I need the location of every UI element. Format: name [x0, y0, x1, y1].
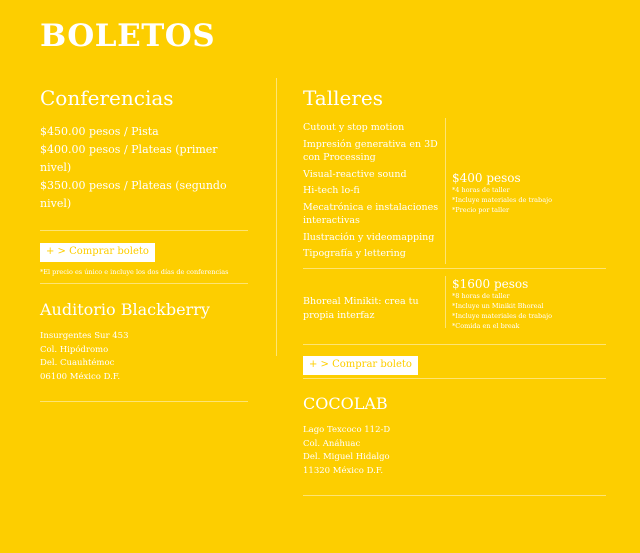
- inner-divider: [445, 276, 446, 328]
- conferencias-heading: Conferencias: [40, 86, 174, 110]
- venue-address-cocolab: [303, 424, 606, 478]
- conferencias-prices: [40, 123, 250, 213]
- column-divider: [276, 78, 277, 356]
- talleres-section: [303, 86, 606, 476]
- price-line: $450.00 pesos / Pista: [40, 125, 159, 138]
- venue-name-auditorio: Auditorio Blackberry: [40, 300, 210, 319]
- price-box-group2: [452, 277, 552, 331]
- talleres-heading: Talleres: [303, 86, 383, 110]
- taller-item: Mecatrónica e instalaciones interactivas: [303, 201, 439, 226]
- divider: [40, 401, 248, 402]
- taller-detail: *Precio por taller: [452, 206, 510, 214]
- taller-detail: *Incluye un Minikit Bhoreal: [452, 302, 544, 310]
- taller-price: $400 pesos: [452, 171, 521, 185]
- address-line: Col. Hipódromo: [40, 344, 109, 355]
- address-line: Del. Miguel Hidalgo: [303, 452, 390, 462]
- talleres-list-group1: [303, 121, 443, 264]
- taller-detail: *8 horas de taller: [452, 292, 510, 300]
- conferencias-section: [40, 86, 250, 402]
- conferencias-note: *El precio es único e incluye los dos días de conferencias: [40, 268, 229, 276]
- taller-detail: *Incluye materiales de trabajo: [452, 312, 553, 320]
- taller-detail: *Comida en el break: [452, 322, 520, 330]
- price-line: $400.00 pesos / Plateas (primer nivel): [40, 143, 218, 174]
- talleres-list-group2: [303, 295, 441, 322]
- page-title: BOLETOS: [40, 18, 216, 54]
- divider: [303, 495, 606, 496]
- taller-item: Bhoreal Minikit: crea tu propia interfaz: [303, 296, 419, 321]
- price-box-group1: [452, 171, 552, 215]
- taller-detail: *4 horas de taller: [452, 186, 510, 194]
- inner-divider: [445, 118, 446, 264]
- divider: [303, 268, 606, 269]
- taller-item: Hi-tech lo-fi: [303, 185, 360, 196]
- taller-detail: *Incluye materiales de trabajo: [452, 196, 553, 204]
- taller-price: $1600 pesos: [452, 277, 529, 291]
- taller-item: Ilustración y videomapping: [303, 231, 435, 243]
- divider: [40, 283, 248, 284]
- divider: [303, 344, 606, 345]
- address-line: Insurgentes Sur 453: [40, 331, 129, 341]
- divider: [303, 378, 606, 379]
- address-line: Del. Cuauhtémoc: [40, 358, 115, 368]
- taller-item: Impresión generativa en 3D con Processing: [303, 138, 438, 163]
- taller-item: Cutout y stop motion: [303, 122, 405, 133]
- venue-name-cocolab: COCOLAB: [303, 394, 388, 413]
- address-line: Lago Texcoco 112-D: [303, 425, 391, 435]
- cocolab-venue: [303, 394, 606, 496]
- address-line: 06100 México D.F.: [40, 371, 121, 382]
- venue-address-auditorio: [40, 330, 250, 384]
- taller-item: Tipografía y lettering: [303, 248, 406, 259]
- divider: [40, 230, 248, 231]
- address-line: Col. Anáhuac: [303, 438, 361, 449]
- comprar-boleto-talleres-button[interactable]: + > Comprar boleto: [303, 356, 418, 375]
- price-line: $350.00 pesos / Plateas (segundo nivel): [40, 179, 227, 210]
- taller-item: Visual-reactive sound: [303, 168, 407, 180]
- address-line: 11320 México D.F.: [303, 465, 384, 476]
- comprar-boleto-conferencias-button[interactable]: + > Comprar boleto: [40, 243, 155, 262]
